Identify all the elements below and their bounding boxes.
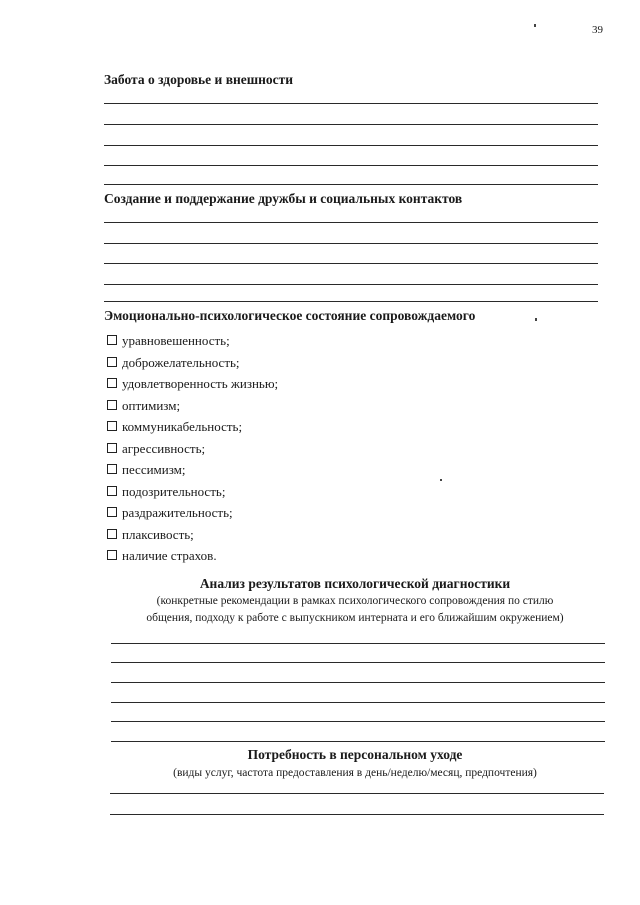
checklist-item-label: оптимизм; [122,397,181,413]
checklist-item[interactable] [107,438,278,460]
friendship-write-line[interactable] [104,301,598,302]
checkbox-icon[interactable] [107,421,117,431]
checkbox-icon[interactable] [107,486,117,496]
friendship-write-line[interactable] [104,263,598,264]
checklist-item[interactable] [107,352,278,374]
checkbox-icon[interactable] [107,550,117,560]
diagnostics-write-line[interactable] [111,662,605,663]
checkbox-icon[interactable] [107,507,117,517]
checklist-item[interactable] [107,545,278,567]
emotional-state-heading: Эмоционально-психологическое состояние сопровождаемого [104,308,476,323]
checklist-item-label: агрессивность; [122,440,206,456]
checkbox-icon[interactable] [107,400,117,410]
friendship-write-line[interactable] [104,243,598,244]
emotional-state-checklist [107,330,278,567]
diagnostics-subtitle-line1: (конкретные рекомендации в рамках психологического сопровождения по стилю [156,595,554,607]
checklist-item[interactable] [107,459,278,481]
checklist-item[interactable] [107,395,278,417]
checklist-item-label: раздражительность; [122,505,233,520]
personal-care-write-line[interactable] [110,793,604,794]
diagnostics-write-line[interactable] [111,702,605,703]
checkbox-icon[interactable] [107,335,117,345]
friendship-write-line[interactable] [104,284,598,285]
checkbox-icon[interactable] [107,357,117,367]
checklist-item-label: наличие страхов. [122,548,217,563]
checklist-item-label: удовлетворенность жизнью; [122,376,279,391]
diagnostics-subtitle-line2: общения, подходу к работе с выпускником интерната и его ближайшим окружением) [146,612,564,624]
health-write-line[interactable] [104,103,598,104]
checkbox-icon[interactable] [107,443,117,453]
health-heading: Забота о здоровье и внешности [104,72,294,87]
checkbox-icon[interactable] [107,529,117,539]
checklist-item[interactable] [107,502,278,524]
checklist-item[interactable] [107,416,278,438]
diagnostics-write-line[interactable] [111,741,605,742]
diagnostics-write-line[interactable] [111,721,605,722]
checklist-item[interactable] [107,481,278,503]
personal-care-subtitle: (виды услуг, частота предоставления в день/неделю/месяц, предпочтения) [173,767,537,779]
health-write-line[interactable] [104,165,598,166]
checkbox-icon[interactable] [107,378,117,388]
diagnostics-write-line[interactable] [111,682,605,683]
diagnostics-write-line[interactable] [111,643,605,644]
diagnostics-heading: Анализ результатов психологической диагностики [199,576,511,591]
checklist-item-label: коммуникабельность; [122,419,243,434]
scan-speck [440,479,442,481]
health-write-line[interactable] [104,145,598,146]
checklist-item-label: уравновешенность; [122,333,230,348]
checklist-item-label: пессимизм; [122,462,186,477]
checklist-item[interactable] [107,330,278,352]
checklist-item[interactable] [107,373,278,395]
scan-speck [535,318,537,321]
personal-care-heading: Потребность в персональном уходе [247,747,463,762]
page-number: 39 [592,24,603,36]
checklist-item-label: подозрительность; [122,483,226,499]
scan-speck [534,24,536,27]
health-write-line[interactable] [104,184,598,185]
checkbox-icon[interactable] [107,464,117,474]
checklist-item-label: плаксивость; [122,526,194,542]
checklist-item-label: доброжелательность; [122,354,240,370]
friendship-write-line[interactable] [104,222,598,223]
health-write-line[interactable] [104,124,598,125]
checklist-item[interactable] [107,524,278,546]
friendship-heading: Создание и поддержание дружбы и социальных контактов [104,191,463,206]
personal-care-write-line[interactable] [110,814,604,815]
